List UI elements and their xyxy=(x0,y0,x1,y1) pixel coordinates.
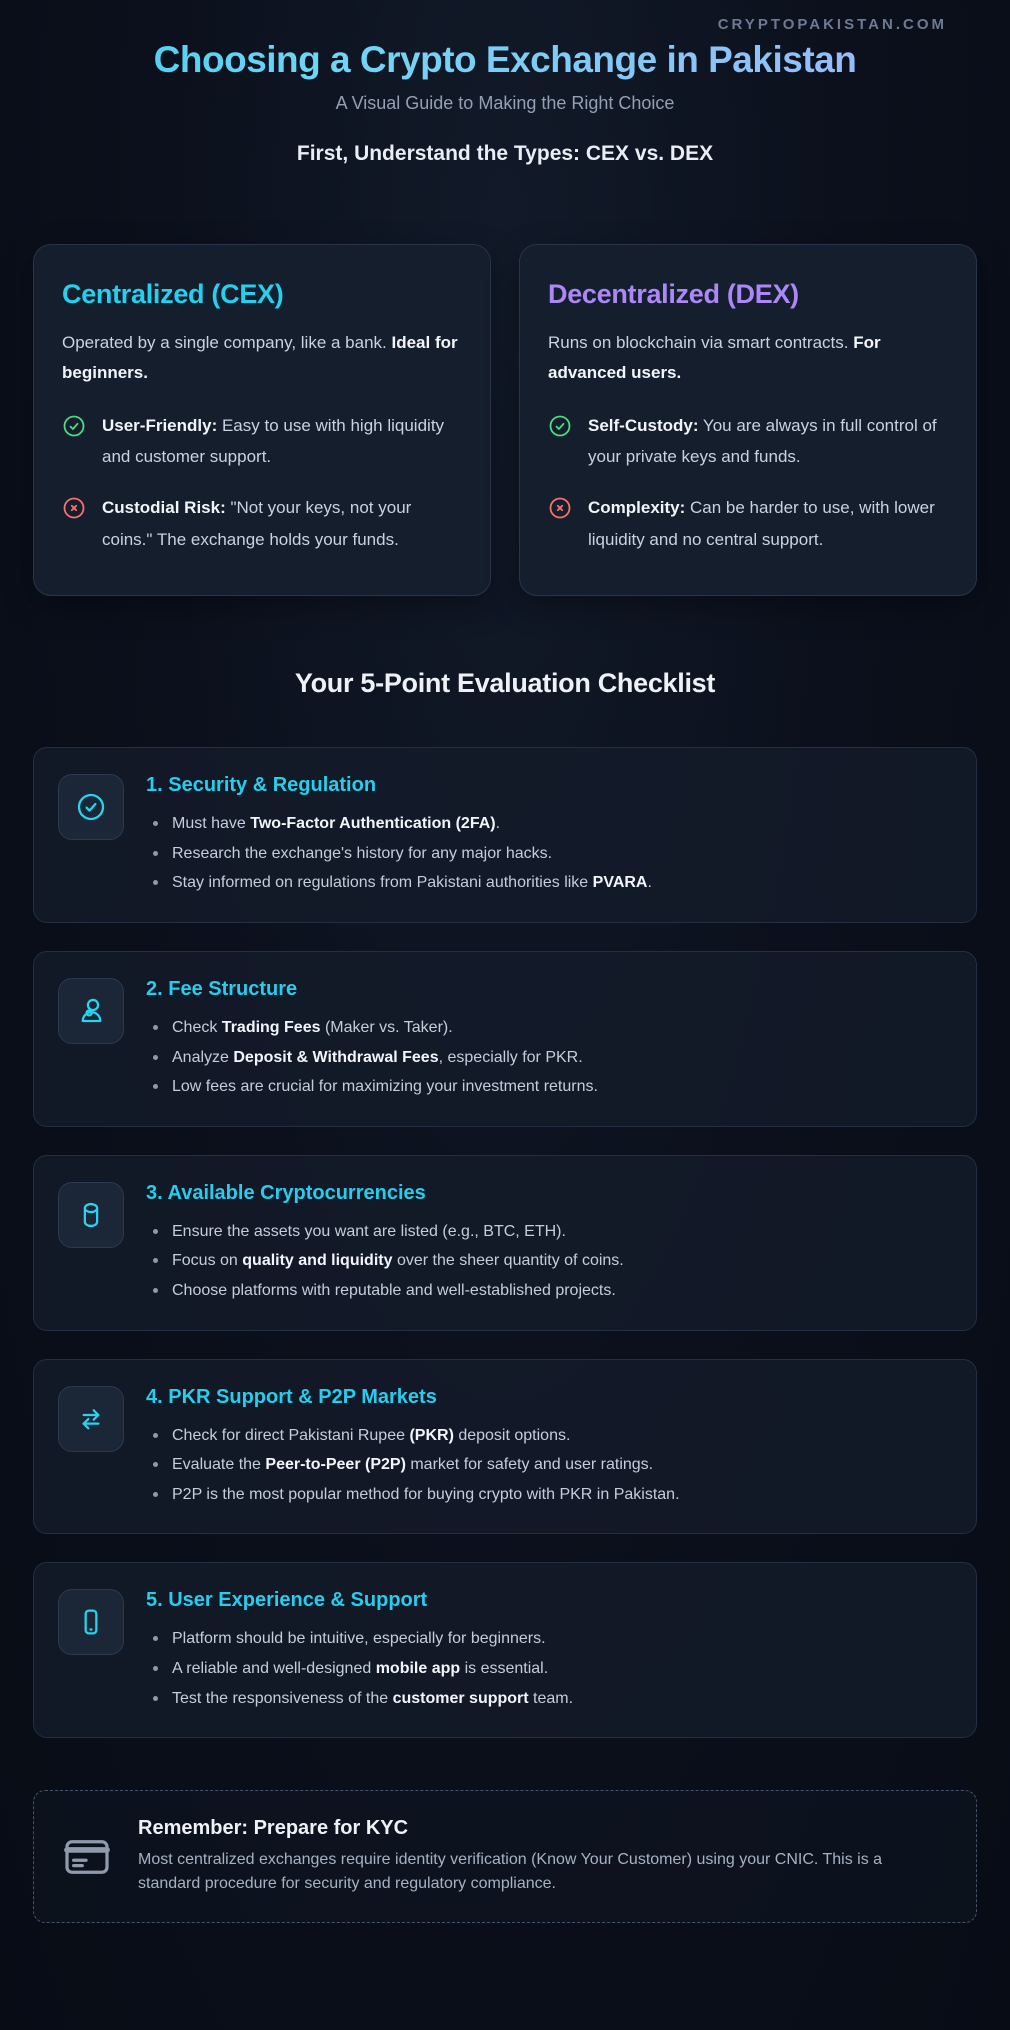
cex-card-title: Centralized (CEX) xyxy=(62,279,284,309)
checklist-bullets xyxy=(146,1013,952,1102)
checklist-card-title: 2. Fee Structure xyxy=(146,978,298,1001)
type-cards-row xyxy=(33,244,977,596)
dex-card-title: Decentralized (DEX) xyxy=(548,279,799,309)
checklist-card-title: 5. User Experience & Support xyxy=(146,1589,428,1612)
id-card-icon xyxy=(64,1837,110,1877)
checklist-bullets xyxy=(146,1421,952,1510)
checklist-card-cryptocurrencies xyxy=(33,1155,977,1331)
bullet-item xyxy=(146,839,952,869)
bullet-item xyxy=(146,1421,952,1451)
bullet-text: Ensure the assets you want are listed (e.g., BTC, ETH). xyxy=(172,1222,566,1240)
checklist-card-pkr-p2p xyxy=(33,1359,977,1535)
checklist-card-body xyxy=(146,1589,952,1713)
checklist-bullets xyxy=(146,1217,952,1306)
checklist xyxy=(33,747,977,1738)
x-circle-icon xyxy=(62,496,86,520)
page-title: Choosing a Crypto Exchange in Pakistan xyxy=(33,39,977,81)
bullet-text: Low fees are crucial for maximizing your investment returns. xyxy=(172,1078,598,1096)
bullet-item xyxy=(146,809,952,839)
page-subtitle: A Visual Guide to Making the Right Choice xyxy=(335,93,675,113)
bullet-item xyxy=(146,1013,952,1043)
dex-card xyxy=(519,244,977,596)
bullet-text: Analyze Deposit & Withdrawal Fees, especially for PKR. xyxy=(172,1048,583,1066)
dex-con-text: Complexity: Can be harder to use, with lower liquidity and no central support. xyxy=(588,498,935,549)
bullet-text: Check Trading Fees (Maker vs. Taker). xyxy=(172,1019,453,1037)
site-name: CRYPTOPAKISTAN.COM xyxy=(717,16,947,33)
bullet-item xyxy=(146,1043,952,1073)
checklist-card-body xyxy=(146,1386,952,1510)
types-section-heading: First, Understand the Types: CEX vs. DEX xyxy=(296,142,714,165)
kyc-note-body xyxy=(138,1817,946,1896)
bullet-item xyxy=(146,1684,952,1714)
dex-card-intro: Runs on blockchain via smart contracts. For advanced users. xyxy=(548,333,881,382)
bullet-item xyxy=(146,1217,952,1247)
fees-icon xyxy=(58,978,124,1044)
bullet-item xyxy=(146,868,952,898)
cex-card-intro: Operated by a single company, like a bank. Ideal for beginners. xyxy=(62,333,458,382)
kyc-text: Most centralized exchanges require identity verification (Know Your Customer) using your CNIC. This is a standard procedure for security and regulatory compliance. xyxy=(138,1851,883,1893)
bullet-text: Must have Two-Factor Authentication (2FA). xyxy=(172,815,501,833)
bullet-text: A reliable and well-designed mobile app is essential. xyxy=(172,1659,549,1677)
checklist-card-security xyxy=(33,747,977,923)
checklist-card-ux-support xyxy=(33,1562,977,1738)
checklist-card-title: 4. PKR Support & P2P Markets xyxy=(146,1385,437,1408)
bullet-text: Platform should be intuitive, especially for beginners. xyxy=(172,1630,546,1648)
checklist-card-body xyxy=(146,1182,952,1306)
bullet-item xyxy=(146,1624,952,1654)
bullet-item xyxy=(146,1072,952,1102)
bullet-text: Research the exchange's history for any major hacks. xyxy=(172,844,553,862)
cex-con-text: Custodial Risk: "Not your keys, not your coins." The exchange holds your funds. xyxy=(102,498,412,549)
dex-con-feature xyxy=(548,492,948,555)
cex-con-feature xyxy=(62,492,462,555)
checklist-card-title: 3. Available Cryptocurrencies xyxy=(146,1181,426,1204)
bullet-item xyxy=(146,1276,952,1306)
bullet-text: Stay informed on regulations from Pakistani authorities like PVARA. xyxy=(172,874,652,892)
bullet-item xyxy=(146,1450,952,1480)
checklist-bullets xyxy=(146,809,952,898)
checklist-card-body xyxy=(146,978,952,1102)
checklist-card-fees xyxy=(33,951,977,1127)
check-circle-icon xyxy=(548,414,572,438)
cex-pro-text: User-Friendly: Easy to use with high liquidity and customer support. xyxy=(102,415,445,466)
exchange-arrows-icon xyxy=(58,1386,124,1452)
cex-pro-feature xyxy=(62,410,462,473)
check-circle-icon xyxy=(62,414,86,438)
kyc-title: Remember: Prepare for KYC xyxy=(138,1817,409,1840)
cex-card xyxy=(33,244,491,596)
bullet-text: P2P is the most popular method for buying crypto with PKR in Pakistan. xyxy=(172,1485,680,1503)
x-circle-icon xyxy=(548,496,572,520)
kyc-note-card xyxy=(33,1790,977,1923)
bullet-item xyxy=(146,1480,952,1510)
checklist-heading: Your 5-Point Evaluation Checklist xyxy=(294,668,716,699)
bullet-text: Choose platforms with reputable and well-established projects. xyxy=(172,1282,616,1299)
dex-pro-feature xyxy=(548,410,948,473)
bullet-item xyxy=(146,1654,952,1684)
bullet-item xyxy=(146,1246,952,1276)
checklist-bullets xyxy=(146,1624,952,1713)
dex-pro-text: Self-Custody: You are always in full control of your private keys and funds. xyxy=(588,415,937,466)
cex-features xyxy=(62,410,462,556)
dex-features xyxy=(548,410,948,556)
bullet-text: Evaluate the Peer-to-Peer (P2P) market for safety and user ratings. xyxy=(172,1456,654,1474)
infographic-page xyxy=(0,16,1010,1923)
circle-check-icon xyxy=(58,774,124,840)
smartphone-icon xyxy=(58,1589,124,1655)
checklist-card-title: 1. Security & Regulation xyxy=(146,774,377,797)
bullet-text: Focus on quality and liquidity over the sheer quantity of coins. xyxy=(172,1252,624,1270)
coins-icon xyxy=(58,1182,124,1248)
bullet-text: Test the responsiveness of the customer support team. xyxy=(172,1689,574,1707)
checklist-card-body xyxy=(146,774,952,898)
bullet-text: Check for direct Pakistani Rupee (PKR) deposit options. xyxy=(172,1426,571,1444)
